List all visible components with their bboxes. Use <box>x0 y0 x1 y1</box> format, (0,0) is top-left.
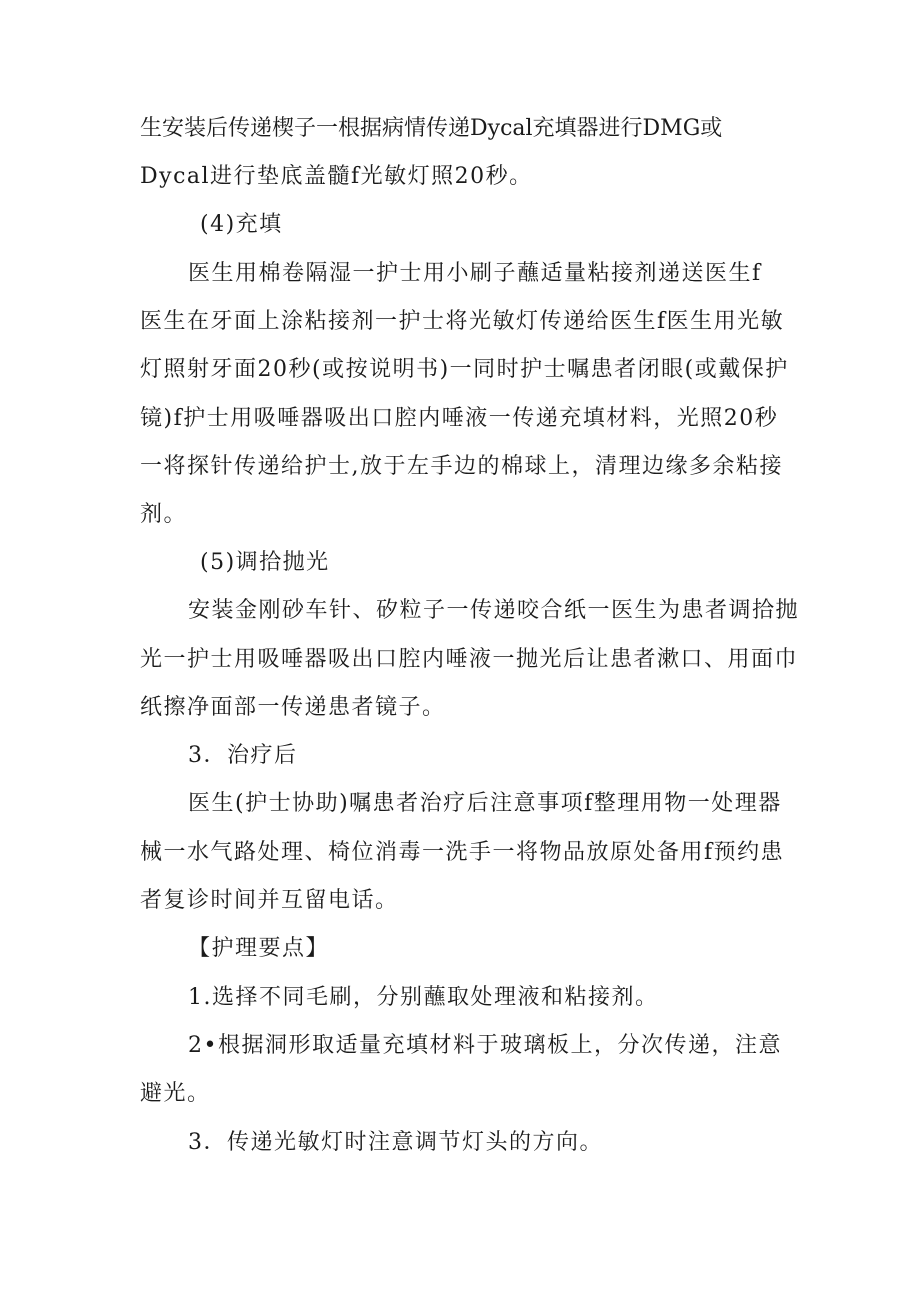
list-item: 3．传递光敏灯时注意调节灯头的方向。 <box>188 1130 603 1155</box>
list-item-continuation: 避光。 <box>140 1081 211 1106</box>
paragraph-line: 医生用棉卷隔湿一护士用小刷子蘸适量粘接剂递送医生f <box>188 261 762 286</box>
section-heading-nursing-points: 【护理要点】 <box>188 936 330 961</box>
paragraph-line: 灯照射牙面20秒(或按说明书)一同时护士嘱患者闭眼(或戴保护 <box>140 357 789 382</box>
paragraph-line: 光一护士用吸唾器吸出口腔内唾液一抛光后让患者漱口、用面巾 <box>140 647 799 672</box>
section-heading-polish: (5)调拾抛光 <box>200 550 330 575</box>
section-heading-after-treatment: 3．治疗后 <box>188 743 298 768</box>
paragraph-line: Dycal进行垫底盖髓f光敏灯照20秒。 <box>140 164 533 189</box>
paragraph-line: 剂。 <box>140 502 188 527</box>
paragraph-line: 者复诊时间并互留电话。 <box>140 888 399 913</box>
paragraph-line: 镜)f护士用吸唾器吸出口腔内唾液一传递充填材料，光照20秒 <box>140 406 779 431</box>
list-item: 2•根据洞形取适量充填材料于玻璃板上，分次传递，注意 <box>188 1033 782 1058</box>
text: 生安装后传递楔子一根据病情传递Dycal充填器进行DMG或 <box>140 116 723 141</box>
paragraph-line: 械一水气路处理、椅位消毒一洗手一将物品放原处备用f预约患 <box>140 840 785 865</box>
paragraph-line: 医生(护士协助)嘱患者治疗后注意事项f整理用物一处理器 <box>188 791 782 816</box>
section-heading-fill: (4)充填 <box>200 212 283 237</box>
paragraph-line: 一将探针传递给护士,放于左手边的棉球上，清理边缘多余粘接 <box>140 454 783 479</box>
paragraph-line: 安装金刚砂车针、矽粒子一传递咬合纸一医生为患者调拾抛 <box>188 598 800 623</box>
paragraph-line: 纸擦净面部一传递患者镜子。 <box>140 695 446 720</box>
paragraph-line <box>140 114 782 144</box>
paragraph-line: 医生在牙面上涂粘接剂一护士将光敏灯传递给医生f医生用光敏 <box>140 309 785 334</box>
list-item: 1.选择不同毛刷，分别蘸取处理液和粘接剂。 <box>188 985 659 1010</box>
